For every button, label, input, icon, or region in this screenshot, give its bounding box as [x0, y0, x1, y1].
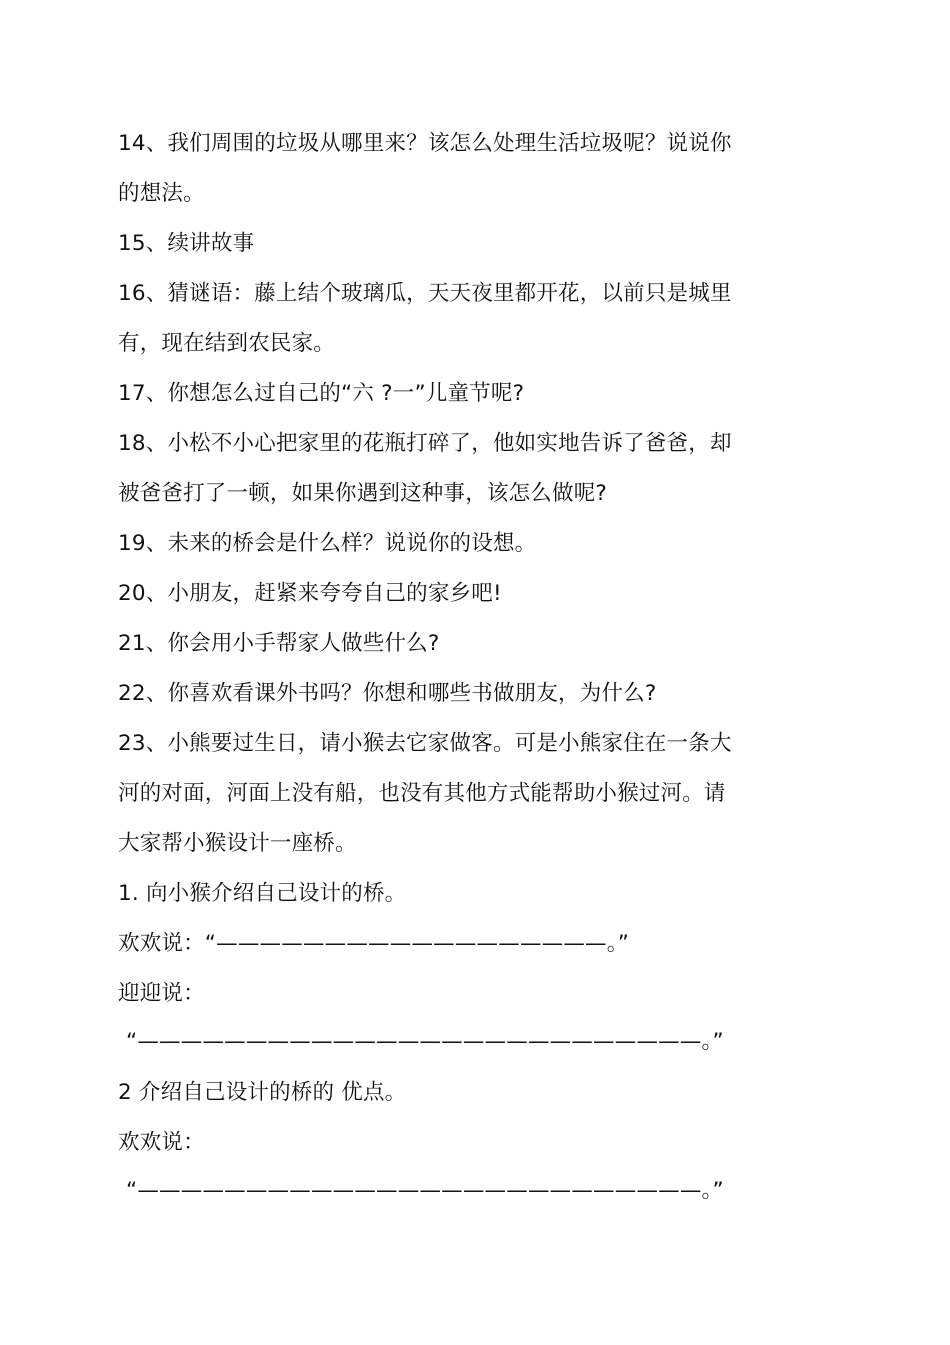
question-14-line-2: 的想法。: [118, 181, 205, 206]
huanhuan-answer-blank-2: “——————————————————————————。”: [126, 1178, 724, 1203]
yingying-answer-blank: “——————————————————————————。”: [126, 1029, 724, 1054]
question-15: 15、续讲故事: [118, 231, 255, 256]
question-16-line-1: 16、猜谜语：藤上结个玻璃瓜，天天夜里都开花，以前只是城里: [118, 281, 732, 306]
question-21: 21、你会用小手帮家人做些什么?: [118, 631, 440, 656]
question-18-line-1: 18、小松不小心把家里的花瓶打碎了，他如实地告诉了爸爸，却: [118, 431, 732, 456]
question-22: 22、你喜欢看课外书吗？你想和哪些书做朋友，为什么?: [118, 681, 657, 706]
question-23-line-1: 23、小熊要过生日，请小猴去它家做客。可是小熊家住在一条大: [118, 731, 732, 756]
question-18-line-2: 被爸爸打了一顿，如果你遇到这种事，该怎么做呢?: [118, 481, 608, 506]
yingying-label: 迎迎说：: [118, 981, 205, 1006]
question-19: 19、未来的桥会是什么样？说说你的设想。: [118, 531, 537, 556]
question-14-line-1: 14、我们周围的垃圾从哪里来？该怎么处理生活垃圾呢？说说你: [118, 131, 732, 156]
question-23-line-3: 大家帮小猴设计一座桥。: [118, 831, 357, 856]
question-23-line-2: 河的对面，河面上没有船，也没有其他方式能帮助小猴过河。请: [118, 781, 726, 806]
subtask-1: 1. 向小猴介绍自己设计的桥。: [118, 881, 407, 906]
question-17: 17、你想怎么过自己的“六 ?一”儿童节呢?: [118, 381, 525, 406]
huanhuan-label-2: 欢欢说：: [118, 1130, 205, 1155]
question-20: 20、小朋友，赶紧来夸夸自己的家乡吧!: [118, 581, 502, 606]
huanhuan-answer-1: 欢欢说：“——————————————————。”: [118, 931, 630, 956]
question-16-line-2: 有，现在结到农民家。: [118, 331, 336, 356]
subtask-2: 2 介绍自己设计的桥的 优点。: [118, 1080, 407, 1105]
